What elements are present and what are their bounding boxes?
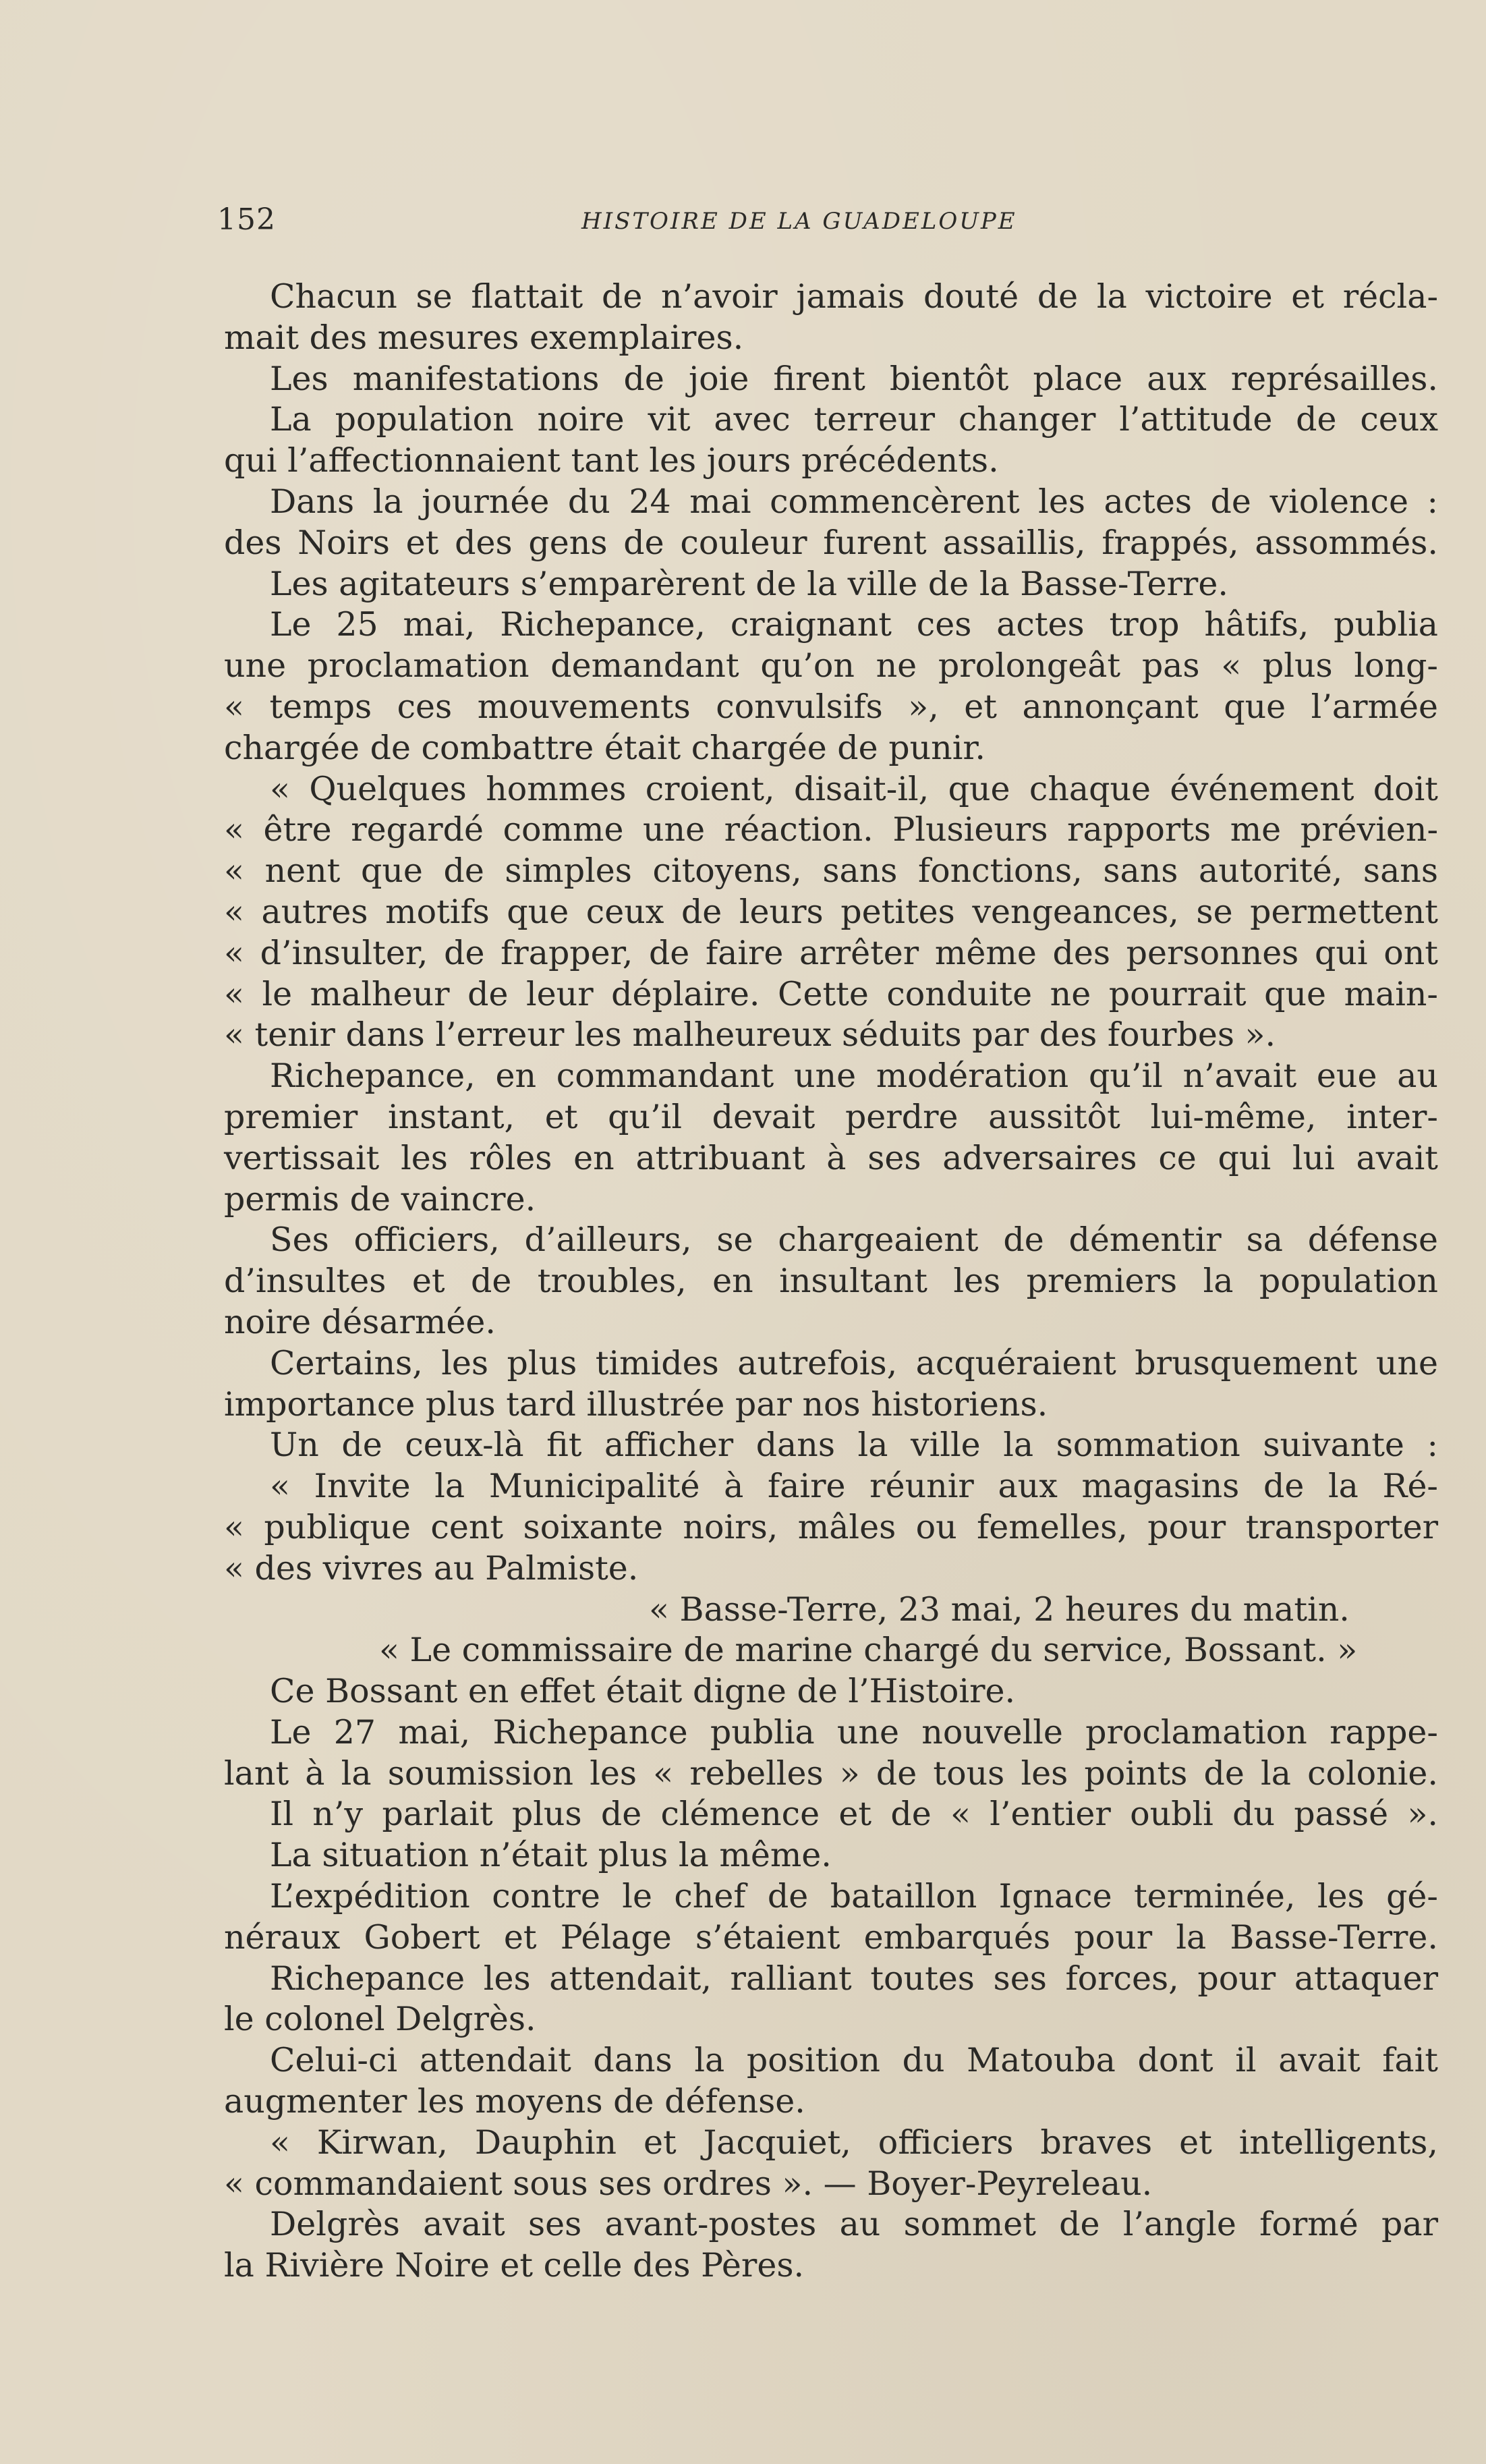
text-line: noire désarmée. [224, 1302, 496, 1341]
text-line: Il n’y parlait plus de clémence et de « l’entier oubli du passé ». [270, 1795, 1438, 1834]
text-line: « temps ces mouvements convulsifs », et annonçant que l’armée [224, 687, 1438, 726]
text-line: augmenter les moyens de défense. [224, 2082, 805, 2121]
text-line: vertissait les rôles en attribuant à ses adversaires ce qui lui avait [224, 1138, 1438, 1177]
text-line: Richepance, en commandant une modération qu’il n’avait eue au [270, 1057, 1438, 1096]
body-text [224, 277, 1438, 2287]
text-line: Le 27 mai, Richepance publia une nouvelle proclamation rappe- [270, 1712, 1438, 1752]
text-line: « Kirwan, Dauphin et Jacquiet, officiers braves et intelligents, [270, 2123, 1438, 2162]
text-line: Un de ceux-là fit afficher dans la ville la sommation suivante : [270, 1426, 1438, 1465]
text-line: le colonel Delgrès. [224, 2000, 536, 2039]
text-line: « nent que de simples citoyens, sans fonctions, sans autorité, sans [224, 851, 1438, 891]
text-line: « Basse-Terre, 23 mai, 2 heures du matin. [649, 1590, 1350, 1629]
text-line: « être regardé comme une réaction. Plusieurs rapports me prévien- [224, 810, 1438, 849]
text-line: d’insultes et de troubles, en insultant les premiers la population [224, 1262, 1438, 1301]
text-line: La situation n’était plus la même. [270, 1836, 832, 1875]
text-line: « publique cent soixante noirs, mâles ou femelles, pour transporter [224, 1507, 1438, 1546]
text-line: mait des mesures exemplaires. [224, 318, 744, 357]
running-title: HISTOIRE DE LA GUADELOUPE [581, 208, 1017, 235]
text-line: Ses officiers, d’ailleurs, se chargeaient de démentir sa défense [270, 1221, 1438, 1260]
text-line: « tenir dans l’erreur les malheureux séduits par des fourbes ». [224, 1015, 1276, 1055]
text-line: « commandaient sous ses ordres ». — Boyer-Peyreleau. [224, 2164, 1153, 2203]
text-line: Chacun se flattait de n’avoir jamais douté de la victoire et récla- [270, 277, 1438, 316]
text-line: « autres motifs que ceux de leurs petites vengeances, se permettent [224, 892, 1438, 931]
text-line: qui l’affectionnaient tant les jours précédents. [224, 441, 999, 480]
page-header [217, 202, 1445, 250]
text-line: « le malheur de leur déplaire. Cette conduite ne pourrait que main- [224, 974, 1438, 1013]
page-number: 152 [217, 202, 276, 237]
text-line: lant à la soumission les « rebelles » de tous les points de la colonie. [224, 1754, 1438, 1793]
text-line: des Noirs et des gens de couleur furent assaillis, frappés, assommés. [224, 523, 1438, 562]
text-line: chargée de combattre était chargée de punir. [224, 728, 986, 767]
text-line: « Le commissaire de marine chargé du service, Bossant. » [379, 1631, 1358, 1670]
text-line: L’expédition contre le chef de bataillon Ignace terminée, les gé- [270, 1877, 1438, 1916]
text-line: Ce Bossant en effet était digne de l’Histoire. [270, 1672, 1016, 1711]
text-line: « d’insulter, de frapper, de faire arrêter même des personnes qui ont [224, 933, 1438, 972]
text-line: Delgrès avait ses avant-postes au sommet de l’angle formé par [270, 2205, 1438, 2244]
text-line: Les manifestations de joie firent bientôt place aux représailles. [270, 359, 1438, 398]
text-line: permis de vaincre. [224, 1179, 536, 1219]
text-line: Dans la journée du 24 mai commencèrent les actes de violence : [270, 482, 1438, 521]
text-line: néraux Gobert et Pélage s’étaient embarqués pour la Basse-Terre. [224, 1917, 1438, 1957]
text-line: Richepance les attendait, ralliant toutes ses forces, pour attaquer [270, 1959, 1438, 1998]
text-line: Les agitateurs s’emparèrent de la ville de la Basse-Terre. [270, 564, 1228, 603]
text-line: importance plus tard illustrée par nos historiens. [224, 1384, 1048, 1424]
text-line: « Invite la Municipalité à faire réunir aux magasins de la Ré- [270, 1467, 1438, 1506]
text-line: La population noire vit avec terreur changer l’attitude de ceux [270, 400, 1438, 439]
text-line: une proclamation demandant qu’on ne prolongeât pas « plus long- [224, 646, 1438, 685]
text-line: la Rivière Noire et celle des Pères. [224, 2246, 805, 2285]
text-line: Celui-ci attendait dans la position du Matouba dont il avait fait [270, 2041, 1438, 2080]
text-line: « des vivres au Palmiste. [224, 1548, 639, 1588]
text-line: Le 25 mai, Richepance, craignant ces actes trop hâtifs, publia [270, 605, 1438, 644]
text-line: « Quelques hommes croient, disait-il, que chaque événement doit [270, 769, 1438, 808]
text-line: Certains, les plus timides autrefois, acquéraient brusquement une [270, 1343, 1438, 1382]
text-line: premier instant, et qu’il devait perdre aussitôt lui-même, inter- [224, 1097, 1438, 1136]
